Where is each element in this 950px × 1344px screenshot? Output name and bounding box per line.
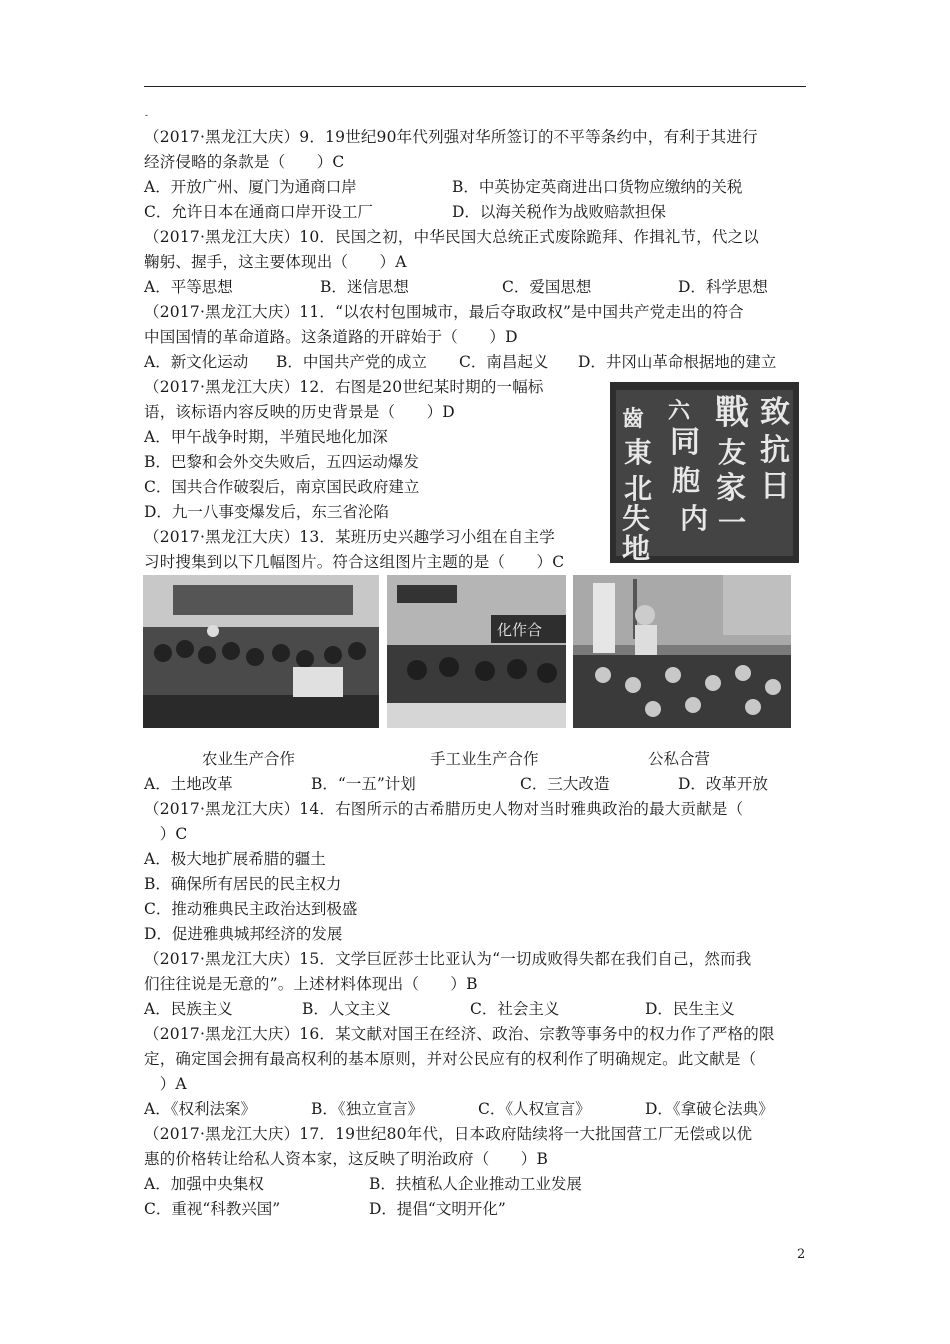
- q14-option-b: B．确保所有居民的民主权力: [144, 875, 342, 893]
- q17-stem-line1: （2017·黑龙江大庆）17．19世纪80年代，日本政府陆续将一大批国营工厂无偿或以优: [144, 1125, 753, 1143]
- q17-option-d: D．提倡“文明开化”: [369, 1200, 506, 1218]
- slogan-char: 齒: [622, 406, 645, 432]
- header-rule: [144, 86, 806, 87]
- q12-option-b: B．巴黎和会外交失败后，五四运动爆发: [144, 453, 419, 471]
- slogan-char: 戰: [715, 393, 749, 433]
- q15-stem-line2: 们往往说是无意的”。上述材料体现出（ ）B: [144, 975, 478, 993]
- q13-stem-line1: （2017·黑龙江大庆）13．某班历史兴趣学习小组在自主学: [144, 528, 555, 546]
- q9-option-d: D．以海关税作为战败赔款担保: [452, 203, 666, 221]
- slogan-char: 家: [716, 471, 746, 506]
- slogan-char: 一: [718, 506, 747, 539]
- photo-banner-text: 化作合: [497, 621, 543, 639]
- q15-option-c: C．社会主义: [470, 1000, 560, 1018]
- q11-option-d: D．井冈山革命根据地的建立: [578, 353, 777, 371]
- q14-stem-line2: ）C: [144, 825, 188, 843]
- slogan-char: 内: [680, 502, 709, 535]
- q16-option-d: D．《拿破仑法典》: [645, 1100, 774, 1118]
- public-private-partnership-photo: [573, 575, 791, 728]
- q11-option-b: B．中国共产党的成立: [276, 353, 427, 371]
- q10-option-d: D．科学思想: [678, 278, 768, 296]
- q12-option-a: A．甲午战争时期，半殖民地化加深: [144, 428, 388, 446]
- q14-option-c: C．推动雅典民主政治达到极盛: [144, 900, 358, 918]
- q16-stem-line2: 定，确定国会拥有最高权利的基本原则，并对公民应有的权利作了明确规定。此文献是（: [144, 1050, 757, 1068]
- q13-option-d: D．改革开放: [678, 775, 768, 793]
- q17-option-a: A．加强中央集权: [144, 1175, 264, 1193]
- q11-option-a: A．新文化运动: [144, 353, 249, 371]
- q11-stem-line1: （2017·黑龙江大庆）11．“以农村包围城市，最后夺取政权”是中国共产党走出的符合: [144, 303, 744, 321]
- q12-option-c: C．国共合作破裂后，南京国民政府建立: [144, 478, 420, 496]
- slogan-char: 地: [622, 532, 651, 563]
- q16-option-a: A．《权利法案》: [144, 1100, 256, 1118]
- q9-stem-line1: （2017·黑龙江大庆）9．19世纪90年代列强对华所签订的不平等条约中，有利于其进行: [144, 128, 758, 146]
- slogan-photo: [610, 382, 799, 563]
- header-dot: -: [145, 111, 149, 121]
- q16-option-b: B．《独立宣言》: [311, 1100, 424, 1118]
- slogan-char: 北: [624, 472, 653, 505]
- q9-option-c: C．允许日本在通商口岸开设工厂: [144, 203, 373, 221]
- q15-option-b: B．人文主义: [302, 1000, 391, 1018]
- handicraft-cooperation-photo: [387, 575, 566, 728]
- q17-option-b: B．扶植私人企业推动工业发展: [369, 1175, 582, 1193]
- q10-option-c: C．爱国思想: [502, 278, 592, 296]
- q13-stem-line2: 习时搜集到以下几幅图片。符合这组图片主题的是（ ）C: [144, 553, 565, 571]
- slogan-char: 致: [760, 395, 790, 430]
- q16-option-c: C．《人权宣言》: [478, 1100, 591, 1118]
- slogan-char: 胞: [672, 464, 701, 497]
- q10-option-b: B．迷信思想: [320, 278, 409, 296]
- q10-stem-line2: 鞠躬、握手，这主要体现出（ ）A: [144, 253, 407, 271]
- q15-option-d: D．民生主义: [645, 1000, 735, 1018]
- photo-caption-public-private: 公私合营: [648, 750, 711, 768]
- slogan-char: 六: [668, 398, 691, 424]
- q9-option-a: A．开放广州、厦门为通商口岸: [144, 178, 357, 196]
- photo-caption-handicraft: 手工业生产合作: [430, 750, 539, 768]
- slogan-char: 友: [718, 436, 747, 469]
- q12-stem-line2: 语，该标语内容反映的历史背景是（ ）D: [144, 403, 455, 421]
- slogan-char: 東: [624, 436, 653, 469]
- q14-option-d: D．促进雅典城邦经济的发展: [144, 925, 343, 943]
- q11-option-c: C．南昌起义: [459, 353, 549, 371]
- slogan-char: 日: [760, 469, 790, 504]
- q12-option-d: D．九一八事变爆发后，东三省沦陷: [144, 503, 389, 521]
- q9-option-b: B．中英协定英商进出口货物应缴纳的关税: [452, 178, 743, 196]
- q16-stem-line1: （2017·黑龙江大庆）16．某文献对国王在经济、政治、宗教等事务中的权力作了严格的限: [144, 1025, 775, 1043]
- q10-option-a: A．平等思想: [144, 278, 233, 296]
- q14-stem-line1: （2017·黑龙江大庆）14．右图所示的古希腊历史人物对当时雅典政治的最大贡献是（: [144, 800, 744, 818]
- q15-stem-line1: （2017·黑龙江大庆）15．文学巨匠莎士比亚认为“一切成败得失都在我们自己，然而我: [144, 950, 752, 968]
- q11-stem-line2: 中国国情的革命道路。这条道路的开辟始于（ ）D: [144, 328, 518, 346]
- agriculture-cooperation-photo: [143, 575, 379, 728]
- page-number: 2: [797, 1247, 806, 1262]
- q12-stem-line1: （2017·黑龙江大庆）12．右图是20世纪某时期的一幅标: [144, 378, 544, 396]
- q17-option-c: C．重视“科教兴国”: [144, 1200, 281, 1218]
- q13-option-b: B．“一五”计划: [311, 775, 416, 793]
- q14-option-a: A．极大地扩展希腊的疆土: [144, 850, 326, 868]
- photo-caption-agriculture: 农业生产合作: [202, 750, 296, 768]
- q13-option-a: A．土地改革: [144, 775, 233, 793]
- slogan-char: 失: [622, 502, 651, 535]
- slogan-char: 同: [670, 425, 700, 460]
- q15-option-a: A．民族主义: [144, 1000, 233, 1018]
- q13-option-c: C．三大改造: [520, 775, 610, 793]
- q9-stem-line2: 经济侵略的条款是（ ）C: [144, 153, 345, 171]
- q10-stem-line1: （2017·黑龙江大庆）10．民国之初，中华民国大总统正式废除跪拜、作揖礼节，代之以: [144, 228, 759, 246]
- slogan-char: 抗: [760, 433, 790, 468]
- q17-stem-line2: 惠的价格转让给私人资本家，这反映了明治政府（ ）B: [144, 1150, 549, 1168]
- q16-stem-line3: ）A: [144, 1075, 187, 1093]
